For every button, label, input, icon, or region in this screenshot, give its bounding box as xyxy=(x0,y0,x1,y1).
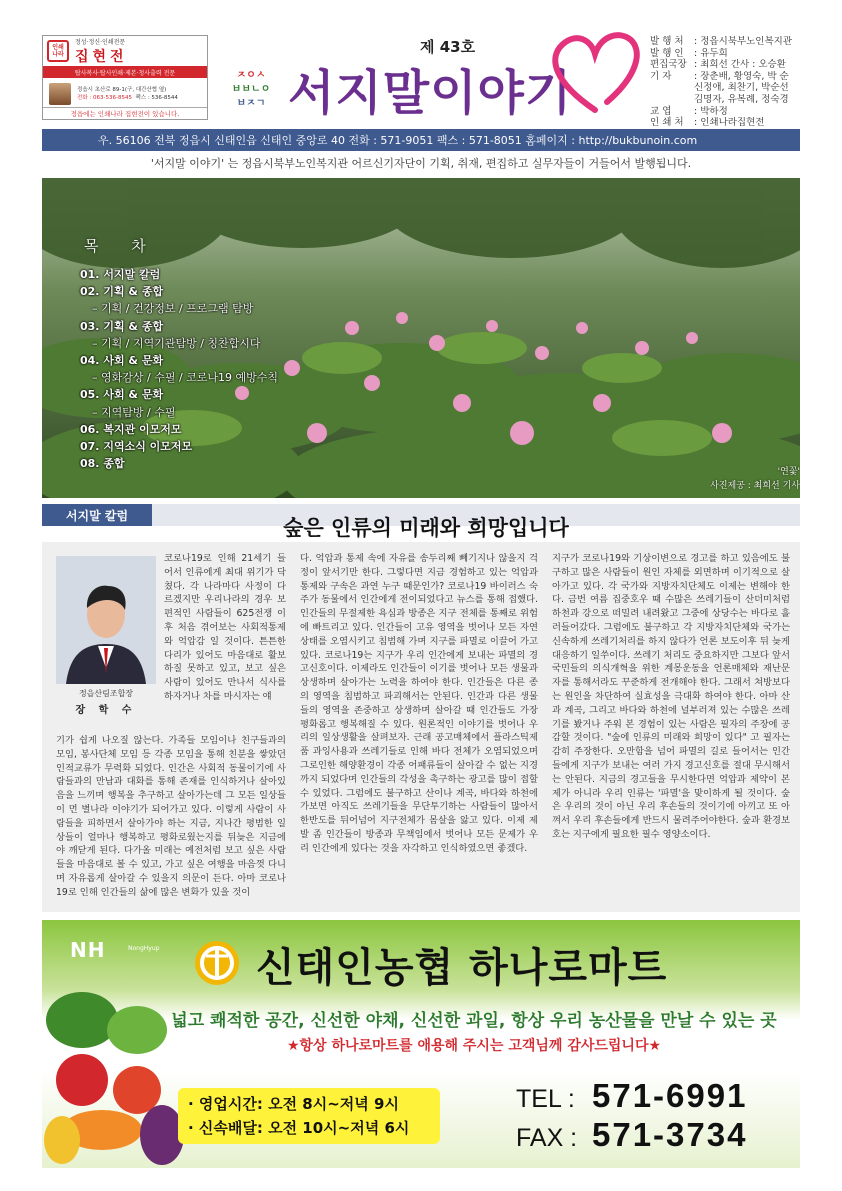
author-title: 정읍산림조합장 xyxy=(78,689,134,698)
staff-row xyxy=(650,106,835,118)
photo-caption: '연꽃' xyxy=(777,467,800,477)
toc-subitem[interactable]: – 기획 / 지역기관탐방 / 칭찬합시다 xyxy=(92,336,261,350)
staff-row xyxy=(650,82,835,94)
header xyxy=(0,0,842,128)
toc-item[interactable]: 04. 사회 & 문화 xyxy=(80,354,164,368)
column-body xyxy=(42,542,800,912)
printshop-titles xyxy=(75,37,128,66)
toc-item[interactable]: 06. 복지관 이모저모 xyxy=(80,422,182,436)
column-text-1a: 코로나19로 인해 21세기 들어서 인류에게 최대 위기가 닥쳤다. 각 나라마다 사정이 다르겠지만 우리나라의 경우 보편적인 사람들이 625전쟁 이후 처음 겪어보는 사회적통제와 억압감 일 것이다. 튼튼한 다리가 있어도 마음대로 활보하질 못하고 있고, 보고 싶은 사람이 있어도 만나서 식사를 하자거나 차를 마시자는 얘 xyxy=(164,553,286,702)
column-tag: 서지말 칼럼 xyxy=(42,504,152,526)
author-name: 장 학 수 xyxy=(75,705,137,716)
column-text-1b: 기가 쉽게 나오질 않는다. 가족들 모임이나 친구들과의 모임, 봉사단체 모임 등 각종 모임을 통해 친분을 쌓았던 인적교류가 무력화 되었다. 인간은 사회적 동물이기에 사람들과의 만남과 대화를 통해 존재를 인식하거나 살아있음을 느끼며 행복을 추구하고 살아가는데 그 모든 일상들이 먼 별나라 이야기가 되어가고 있다. 이렇게 사람이 사람들을 피하면서 살아가야 하는 지금, 지나간 평범한 일상들이 얼마나 행복하고 평화로웠는지를 뒤늦은 지금에야 깨닫게 된다. 다가올 미래는 예전처럼 보고 싶은 사람들을 마음대로 볼 수 있고, 가고 싶은 여행을 마음껏 다니며 자유롭게 살아갈 수 있을지 의문이 든다. 아마 코로나19로 인해 인간들의 삶에 많은 변화가 있을 것이 xyxy=(56,735,286,898)
staff-value: 김명자, 유복례, 정숙경 xyxy=(694,93,789,105)
printshop-name: 집현전 xyxy=(75,48,128,65)
toc-item[interactable]: 05. 사회 & 문화 xyxy=(80,388,164,402)
staff-key: 발 행 인 xyxy=(650,47,684,59)
staff-row xyxy=(650,59,835,71)
mart-description: 넓고 쾌적한 공간, 신선한 야채, 신선한 과일, 항상 우리 농산물을 만날 수 있는 곳 xyxy=(171,1011,777,1031)
column-text-2: 다. 억압과 통제 속에 자유를 송두리째 빼기지나 않을지 걱정이 앞서기만 한다. 그렇다면 지금 경험하고 있는 억압과 통제와 구속은 과연 누구 때문인가? 코로나19 바이러스 숙주가 동물에서 인간에게 전이되었다고 뉴스를 통해 접했다. 인간들의 무절제한 욕심과 방종은 지구 전체를 통째로 위험에 빠트리고 있다. 인간들이 고유 영역을 벗어나 모든 자연 상태를 오염시키고 침범해 가며 지구를 파멸로 이끌어 가고 있다. 코로나19는 지구가 우리 인간에게 보내는 파멸의 경고신호이다. 이제라도 인간들이 이기를 벗어나 모든 생물과 상생하며 살아가는 노력을 하여야 한다. 인간들은 다른 종의 영역을 침범하고 파괴해서는 안된다. 인간과 다른 생물들의 영역을 존중하고 상생하며 살아갈 때 인간들도 가장 평화롭고 행복해질 수 있다. 원론적인 이야기를 벗어나 우리의 일상생활을 살펴보자. 근래 공고매체에서 플라스틱제품 과잉사용과 쓰레기들로 인해 바다 전체가 오염되었으며 그로인한 해양환경이 각종 어패류들이 살아갈 수 없는 지경까지 되었다며 인간들의 각성을 촉구하는 광고를 많이 접할 수 있었다. 그럼에도 불구하고 산이나 계곡, 바다와 하천에 가보면 아직도 쓰레기들을 무단투기하는 사람들이 많아서 한반도를 뒤어넘어 지구전체가 몸살을 앓고 있다. 이제 제발 좀 인간들이 방종과 무책임에서 벗어나 모든 문제가 우리 인간에게 있다는 것을 자각하고 인식하였으면 좋겠다. xyxy=(300,553,538,854)
hanaro-mart-ad[interactable] xyxy=(42,920,800,1168)
staff-value: : 장춘배, 황영숙, 박 순 xyxy=(694,70,789,82)
toc-item[interactable]: 07. 지역소식 이모저모 xyxy=(80,440,193,454)
nh-logo-sub: NongHyup xyxy=(128,945,160,952)
printshop-building-image xyxy=(49,83,71,105)
heart-icon xyxy=(545,28,645,120)
column-title: 숲은 인류의 미래와 희망입니다 xyxy=(283,516,569,540)
photo-credit xyxy=(690,465,800,493)
printshop-phone: 전화 : 063-536-8545 xyxy=(77,95,132,101)
printshop-ad[interactable] xyxy=(42,35,208,120)
toc-item[interactable]: 03. 기획 & 종합 xyxy=(80,319,164,333)
printshop-fax: 팩스 : 536-8544 xyxy=(135,95,178,101)
toc-item[interactable]: 01. 서지말 칼럼 xyxy=(80,268,161,281)
fax-row xyxy=(516,1117,796,1156)
mart-thanks: ★항상 하나로마트를 애용해 주시는 고객님께 감사드립니다★ xyxy=(286,1038,662,1054)
toc-title: 목 차 xyxy=(84,237,160,255)
staff-key: 발 행 처 xyxy=(650,36,684,47)
toc-subitem[interactable]: – 지역탐방 / 수필 xyxy=(92,405,176,419)
vegetables-icon xyxy=(42,960,192,1168)
nonghyup-emblem-icon xyxy=(192,938,242,988)
staff-key: 기 자 xyxy=(650,70,672,82)
staff-key: 인 쇄 처 xyxy=(650,117,684,129)
welfare-logo-icon xyxy=(220,66,282,108)
column-text-3: 지구가 코로나19와 기상이변으로 경고를 하고 있음에도 불구하고 많은 사람들이 원인 자체를 외면하며 이기적으로 살아가고 있다. 각 국가와 지방자치단체도 이제는 변해야 한다. 금번 여름 집중호우 때 수많은 쓰레기들이 산더미처럼 하천과 강으로 떠밀려 내려왔고 그중에 상당수는 바다로 흘러들어갔다. 그럼에도 불구하고 각 지방자치단체와 국가는 신속하게 쓰레기처리를 하지 않다가 언론 보도이후 뒤 늦게 대응하기 일쑤이다. 쓰레기 처리도 중요하지만 그보다 앞서 국민들의 의식개혁을 위한 계몽운동을 언론매체와 재난문자를 통해서라도 꾸준하게 전개해야 한다. 그래서 쳐방보다는 원인을 차단하여 실효성을 극대화 하여야 한다. 아마 산과 계곡, 그리고 바다와 하천에 널부러져 있는 수많은 쓰레기를 봤거나 주워 본 경험이 있는 사람은 필자의 주장에 공감할 것이다. "숲에 인류의 미래와 희망이 있다" 고 필자는 감히 주장한다. 오만함을 넘어 파멸의 길로 들어서는 인간들에게 지구가 보내는 여러 가지 경고신호를 절대 무시해서는 안된다. 지금의 경고들을 무시한다면 억압과 제약이 본제가 아니라 우리 인류는 '파멸'을 맞이하게 될 것이다. 숲은 우리의 것이 아닌 우리 후손들의 것이기에 아끼고 또 아껴서 우리 후손들에게 반드시 물려주어야한다. 숲과 환경보호는 지구에게 필요한 필수 영양소이다. xyxy=(552,553,790,840)
staff-value: : 인쇄나라집현전 xyxy=(694,117,765,129)
staff-key xyxy=(650,82,694,94)
staff-key: 편집국장 xyxy=(650,59,687,71)
printshop-ad-top xyxy=(43,36,207,66)
svg-text:ㅂㅈㄱ: ㅂㅈㄱ xyxy=(236,98,266,108)
masthead-title: 서지말이야기 xyxy=(288,65,573,121)
toc-item[interactable]: 02. 기획 & 종합 xyxy=(80,285,164,299)
tel-label: TEL : xyxy=(516,1085,575,1113)
staff-value: 신정애, 최찬기, 박순선 xyxy=(694,82,789,94)
staff-row xyxy=(650,48,835,60)
svg-text:ㅂㅂㄴㅇ: ㅂㅂㄴㅇ xyxy=(231,84,271,95)
toc-subitem[interactable]: – 기획 / 건강정보 / 프로그램 탐방 xyxy=(92,302,254,316)
lotus-photo xyxy=(42,178,800,498)
staff-key xyxy=(650,94,694,106)
tel-row xyxy=(516,1078,796,1117)
mart-title: 신태인농협 하나로마트 xyxy=(256,945,668,991)
staff-row xyxy=(650,71,835,83)
staff-value: : 유두희 xyxy=(694,47,728,59)
tel-number[interactable]: 571-6991 xyxy=(592,1077,748,1114)
delivery-hours: · 신속배달: 오전 10시~저녁 6시 xyxy=(188,1119,410,1137)
staff-value: : 정읍시북부노인복지관 xyxy=(694,36,792,47)
issue-number: 제 43호 xyxy=(420,38,476,56)
printshop-footer: 정읍에는 인쇄나라 집현전이 있습니다. xyxy=(43,107,207,119)
toc-item[interactable]: 08. 종합 xyxy=(80,457,125,471)
staff-key: 교 엽 xyxy=(650,105,672,117)
table-of-contents xyxy=(80,235,380,472)
nh-logo: NH xyxy=(70,938,106,962)
staff-value: : 최희선 간사 : 오승환 xyxy=(694,59,786,71)
printshop-phone-fax xyxy=(77,94,178,102)
staff-value: : 박하정 xyxy=(694,105,728,117)
printshop-slogan: 정성·정신·인쇄전문 xyxy=(75,38,126,46)
fax-number: 571-3734 xyxy=(592,1116,748,1153)
toc-subitem[interactable]: – 영화감상 / 수필 / 코로나19 예방수칙 xyxy=(92,371,279,385)
printshop-address: 정읍시 초산로 89-1(구, 대간산협 옆) xyxy=(77,87,167,93)
contact-numbers xyxy=(516,1078,796,1156)
person-icon xyxy=(56,556,156,684)
staff-row xyxy=(650,36,835,48)
business-hours: · 영업시간: 오전 8시~저녁 9시 xyxy=(188,1095,399,1113)
column-section xyxy=(42,504,800,912)
staff-row xyxy=(650,94,835,106)
author-portrait xyxy=(56,556,156,684)
staff-list xyxy=(650,36,835,129)
staff-row xyxy=(650,117,835,129)
printshop-seal: 인쇄 나라 xyxy=(47,40,69,62)
address-bar: 우. 56106 전북 정읍시 신태인읍 신태인 중앙로 40 전화 : 571-9051 팩스 : 571-8051 홈페이지 : http://bukbunoin.com xyxy=(42,129,800,151)
photo-by: 사진제공 : 최희선 기사 xyxy=(710,481,800,491)
printshop-services: 탑사복사·탑사인쇄·제본·청사출력 전문 xyxy=(43,66,207,78)
printshop-contact xyxy=(77,86,178,102)
fax-label: FAX : xyxy=(516,1124,578,1152)
svg-text:ㅈㅇㅅ: ㅈㅇㅅ xyxy=(236,70,266,81)
opening-hours xyxy=(178,1088,440,1144)
intro-text: '서지말 이야기' 는 정읍시북부노인복지관 어르신기자단이 기획, 취재, 편집하고 실무자들이 거들어서 발행됩니다. xyxy=(150,157,692,170)
printshop-body xyxy=(43,80,207,108)
